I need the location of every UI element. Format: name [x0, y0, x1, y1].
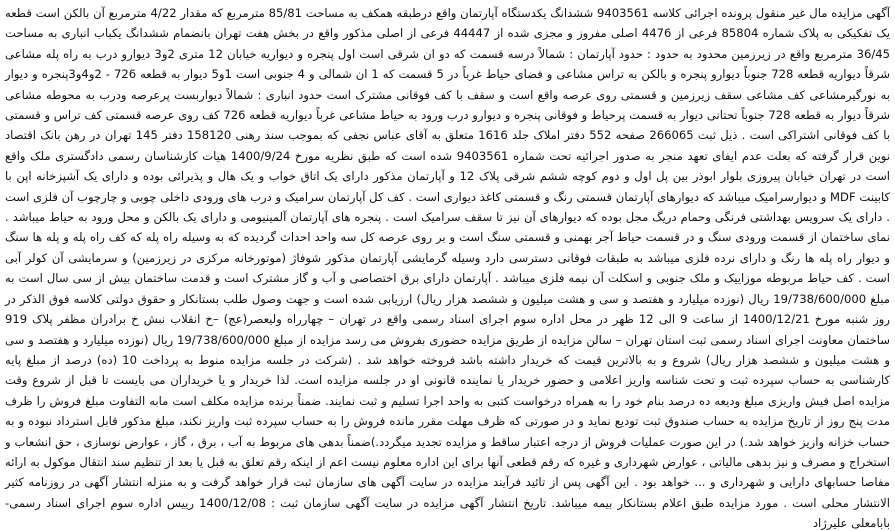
notice-title: آگهی مزایده مال غیر منقول پرونده اجرائی کلاسه 9403561: [593, 6, 890, 20]
publish-date: 1400/12/08: [194, 495, 266, 510]
signature-line: رییس اداره سوم اجرای اسناد رسمی- بابامعلی علیرژاد: [5, 495, 890, 531]
notice-body: ششدانگ یکدستگاه آپارتمان واقع درطبقه همکف به مساحت 85/81 مترمربع که مقدار 4/22 مترمربع آن بالکن است قطعه یک تفکیکی به پلاک شماره 85804 فرعی از 4476 اصلی مفروز و مجزی شده از 44447 فرعی از اصلی مذکور واقع در بخش هفت تهران بانضمام ششدانگ یکباب انباری به مساحت 36/45 مترمربع واقع در زیرزمین محدود به حدود : حدود آپارتمان : شمالاً درسه قسمت که دو ان شرقی است اول پنجره و دیواریه خیابان 12 متری 2و3 دیوارو درب به راه پله مشاعی شرقاً دیواریه قطعه 728 جنوباً دیوارو پنجره و بالکن به تراس مشاعی و فضای حیاط غرباً در 5 قسمت که 1 ان شمالی و 4 جنوبی است 1و5 دیوار به قطعه 726 - 2و4و3پنجره و دیوار به نورگیرمشاعی کف مشاعی سقف زیرزمین و قسمتی روی عرصه واقع است و سقف با کف فوقانی مشترک است حدود انباری : شمالاً دیواربست پرعرصه ودرب به محوطه مشاعی شرقاً دیوار به قطعه 728 جنوباً تحتانی دیوار به قسمت پرحیاط و فوقانی پنجره و دیوارو درب ورود به حیاط مشاعی غرباً دیواریه قطعه 726 کف روی عرصه قسمتی کف تراس و قسمتی با کف فوقانی اشتراکی است . ذیل ثبت 266065 صفحه 552 دفتر املاک جلد 1616 متعلق به آقای عباس نجفی که بموجب سند رهنی 158120 دفتر 145 تهران در رهن بانک اقتصاد نوین قرار گرفته که بعلت عدم ایفای تعهد منجر به صدور اجرائیه تحت شماره 9403561 شده است که طبق نظریه مورخ 1400/9/24 هیات کارشناسان رسمی دادگستری ملک واقع است در تهران خیابان پیروزی بلوار ابوذر بین پل اول و دوم کوچه ششم شرقی پلاک 12 و آپارتمان مذکور دارای یک اتاق خواب و یک هال و پذیرائی بوده و دارای یک آشپزخانه اپن با کابینت MDF و دیوارسرامیک میباشد که دیوارهای آپارتمان قسمتی رنگ و قسمتی کاغذ دیواری است . کف کل آپارتمان سرامیک و درب های ورودی داخلی چوبی و چارچوب آن فلزی است . دارای یک سرویس بهداشتی فرنگی وحمام دریگ مجل بوده که دیوارهای آن نیز تا سقف سرامیک است . پنجره های آپارتمان آلمینیومی و دارای یک بالکن و محل ورود به حیاط میباشد . نمای ساختمان از قسمت ورودی سنگ و در قسمت حیاط آجر بهمنی و قسمتی سنگ است و بر روی عرصه کل سه واحد احداث گردیده که به وسیله راه پله که کف راه پله و پله ها سنگ و دیوار راه پله ها رنگ و دارای نرده فلزی میباشد به طبقات فوقانی دسترسی دارد وسیله گرمایشی آپارتمان مذکور شوفاژ (موتورخانه مرکزی در زیرزمین) و سرمایشی آن کولر آبی است . کف حیاط مربوطه موزاییک و ملک جنوبی و اسکلت آن نیمه فلزی میباشد . آپارتمان دارای برق اختصاصی و آب و گاز مشترک است و قدمت ساختمان بیش از سی سال است به مبلغ 19/738/600/000 ریال (نوزده میلیارد و هفتصد و سی و هشت میلیون و ششصد هزار ریال) ارزیابی شده است و جهت وصول طلب بستانکار و حقوق دولتی کلاسه فوق الذکر در روز شنبه مورخ 1400/12/21 از ساعت 9 الی 12 ظهر در محل اداره سوم اجرای اسناد رسمی واقع در تهران – چهارراه ولیعصر(عج) –خ انقلاب نبش خ برادران مظفر پلاک 919 ساختمان معاونت اجرای اسناد رسمی ثبت استان تهران – سالن مزایده از طریق مزایده حضوری بفروش می رسد مزایده از مبلغ 19/738/600/000 ریال (نوزده میلیارد و هفتصد و سی و هشت میلیون و ششصد هزار ریال) شروع و به بالاترین قیمت که خریدار داشته باشد فروخته خواهد شد . (شرکت در جلسه مزایده منوط به پرداخت 10 (ده) درصد از مبلغ پایه کارشناسی به حساب سپرده ثبت و تحت شناسه واریز اعلامی و حضور خریدار یا نماینده قانونی او در جلسه مزایده است. لذا خریدار و یا خریداران می بایست تا قبل از شروع وقت مزایده اصل فیش واریزی مبلغ ودیعه ده درصد بنام خود را به همراه درخواست کتبی به واحد اجرا تسلیم و ثبت نمایند. ضمناً برنده مزایده مکلف است مابه التفاوت مبلغ فروش را ظرف مدت پنج روز از تاریخ مزایده به حساب صندوق ثبت تودیع نماید و در صورتی که ظرف مهلت مقرر مانده فروش را به حساب سپرده ثبت واریز نکند، مبلغ مذکور قابل استرداد نبوده و به حساب خزانه واریز خواهد شد.) در این صورت عملیات فروش از درجه اعتبار ساقط و مزایده تجدید میگردد.)ضمناً بدهی های مربوط به آب ، برق ، گاز ، عوارض نوسازی ، حق انشعاب و استخراج و مصرف و نیز بدهی مالیاتی ، عوارض شهرداری و غیره که رقم قطعی آنها برای این اداره معلوم نیست اعم از اینکه رقم تعلق به قبل یا بعد از تنظیم سند انتقال موکول به ارائه مفاصا حسابهای دارایی و شهرداری و ... خواهد بود . این آگهی پس از تائید فرآیند مزایده در سایت آگهی های سازمان ثبت قرار خواهد گرفت و به منزله انتشار آگهی در روزنامه کثیر الانتشار محلی است . مورد مزایده طبق اعلام بستانکار بیمه میباشد. تاریخ انتشار آگهی مزایده در سایت آگهی سازمان ثبت :: [5, 6, 891, 510]
